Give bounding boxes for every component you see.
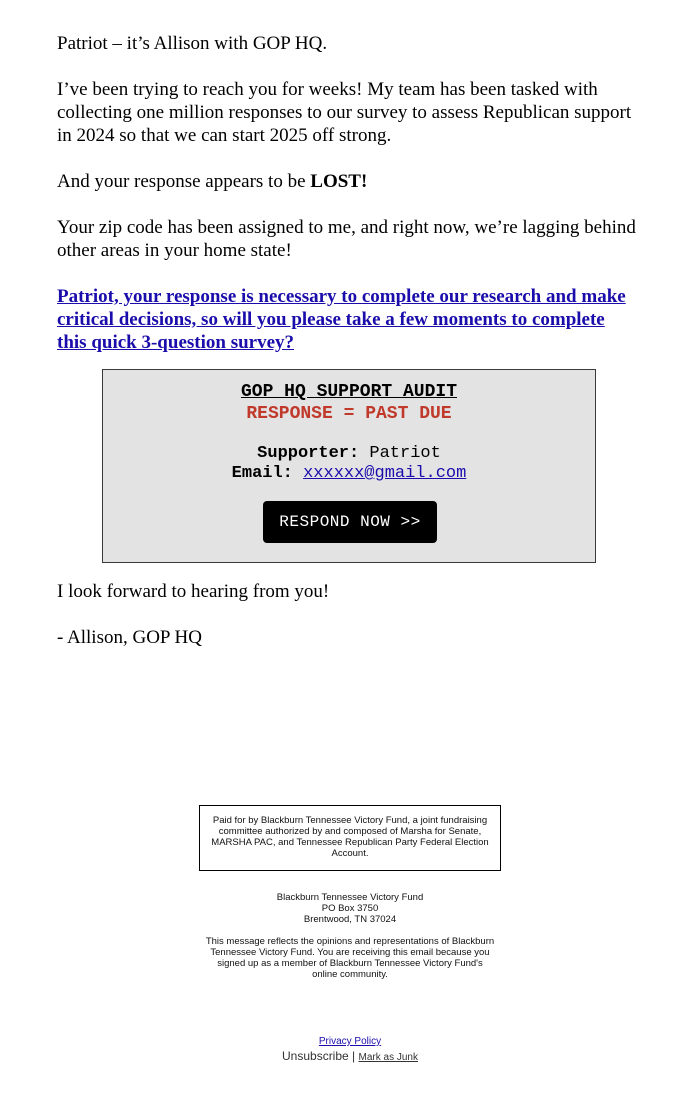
lost-paragraph [57,170,637,193]
address-city: Brentwood, TN 37024 [303,914,397,925]
greeting-text: Patriot – it’s Allison with GOP HQ. [57,33,328,54]
mark-as-junk-link[interactable]: Mark as Junk [358,1052,418,1063]
email-line [103,463,595,485]
email-address-link[interactable]: xxxxxx@gmail.com [303,464,467,483]
address-name: Blackburn Tennessee Victory Fund [276,892,424,903]
lost-emphasis: LOST! [310,171,368,192]
respond-now-button[interactable]: RESPOND NOW >> [263,501,437,543]
intro-paragraph: I’ve been trying to reach you for weeks! My team has been tasked with collecting one million responses to our survey to assess Republican support in 2024 so that we can start 2025 off strong. [57,79,632,146]
privacy-policy-link[interactable]: Privacy Policy [318,1036,382,1047]
paid-for-disclaimer: Paid for by Blackburn Tennessee Victory Fund, a joint fundraising committee authorized by and composed of Marsha for Senate, MARSHA PAC, and Tennessee Republican Party Federal Election Account. [199,805,501,871]
supporter-value: Patriot [369,444,441,463]
lost-paragraph-text: And your response appears to be [57,171,311,192]
supporter-line [103,443,595,465]
unsubscribe-row [150,1049,550,1065]
audit-title: GOP HQ SUPPORT AUDIT [240,382,458,402]
supporter-label: Supporter: [257,444,360,463]
footer-separator: | [352,1049,356,1063]
survey-cta-link[interactable]: Patriot, your response is necessary to complete our research and make critical decisions, so will you please take a few moments to complete this quick 3-question survey? [57,286,626,353]
support-audit-box [102,369,596,563]
closing-text: I look forward to hearing from you! [57,581,330,602]
address-po-box: PO Box 3750 [321,903,379,914]
email-label: Email: [231,464,293,483]
zip-code-paragraph: Your zip code has been assigned to me, and right now, we’re lagging behind other areas in your home state! [57,217,636,261]
unsubscribe-link[interactable]: Unsubscribe [282,1049,349,1063]
message-note: This message reflects the opinions and representations of Blackburn Tennessee Victory Fund. You are receiving this email because you signed up as a member of Blackburn Tennessee Victory Fund's online community. [205,936,495,980]
survey-cta-paragraph [57,285,637,354]
footer-links [150,1031,550,1065]
mailing-address [150,892,550,925]
signature-text: - Allison, GOP HQ [57,627,202,648]
audit-status: RESPONSE = PAST DUE [246,404,452,424]
